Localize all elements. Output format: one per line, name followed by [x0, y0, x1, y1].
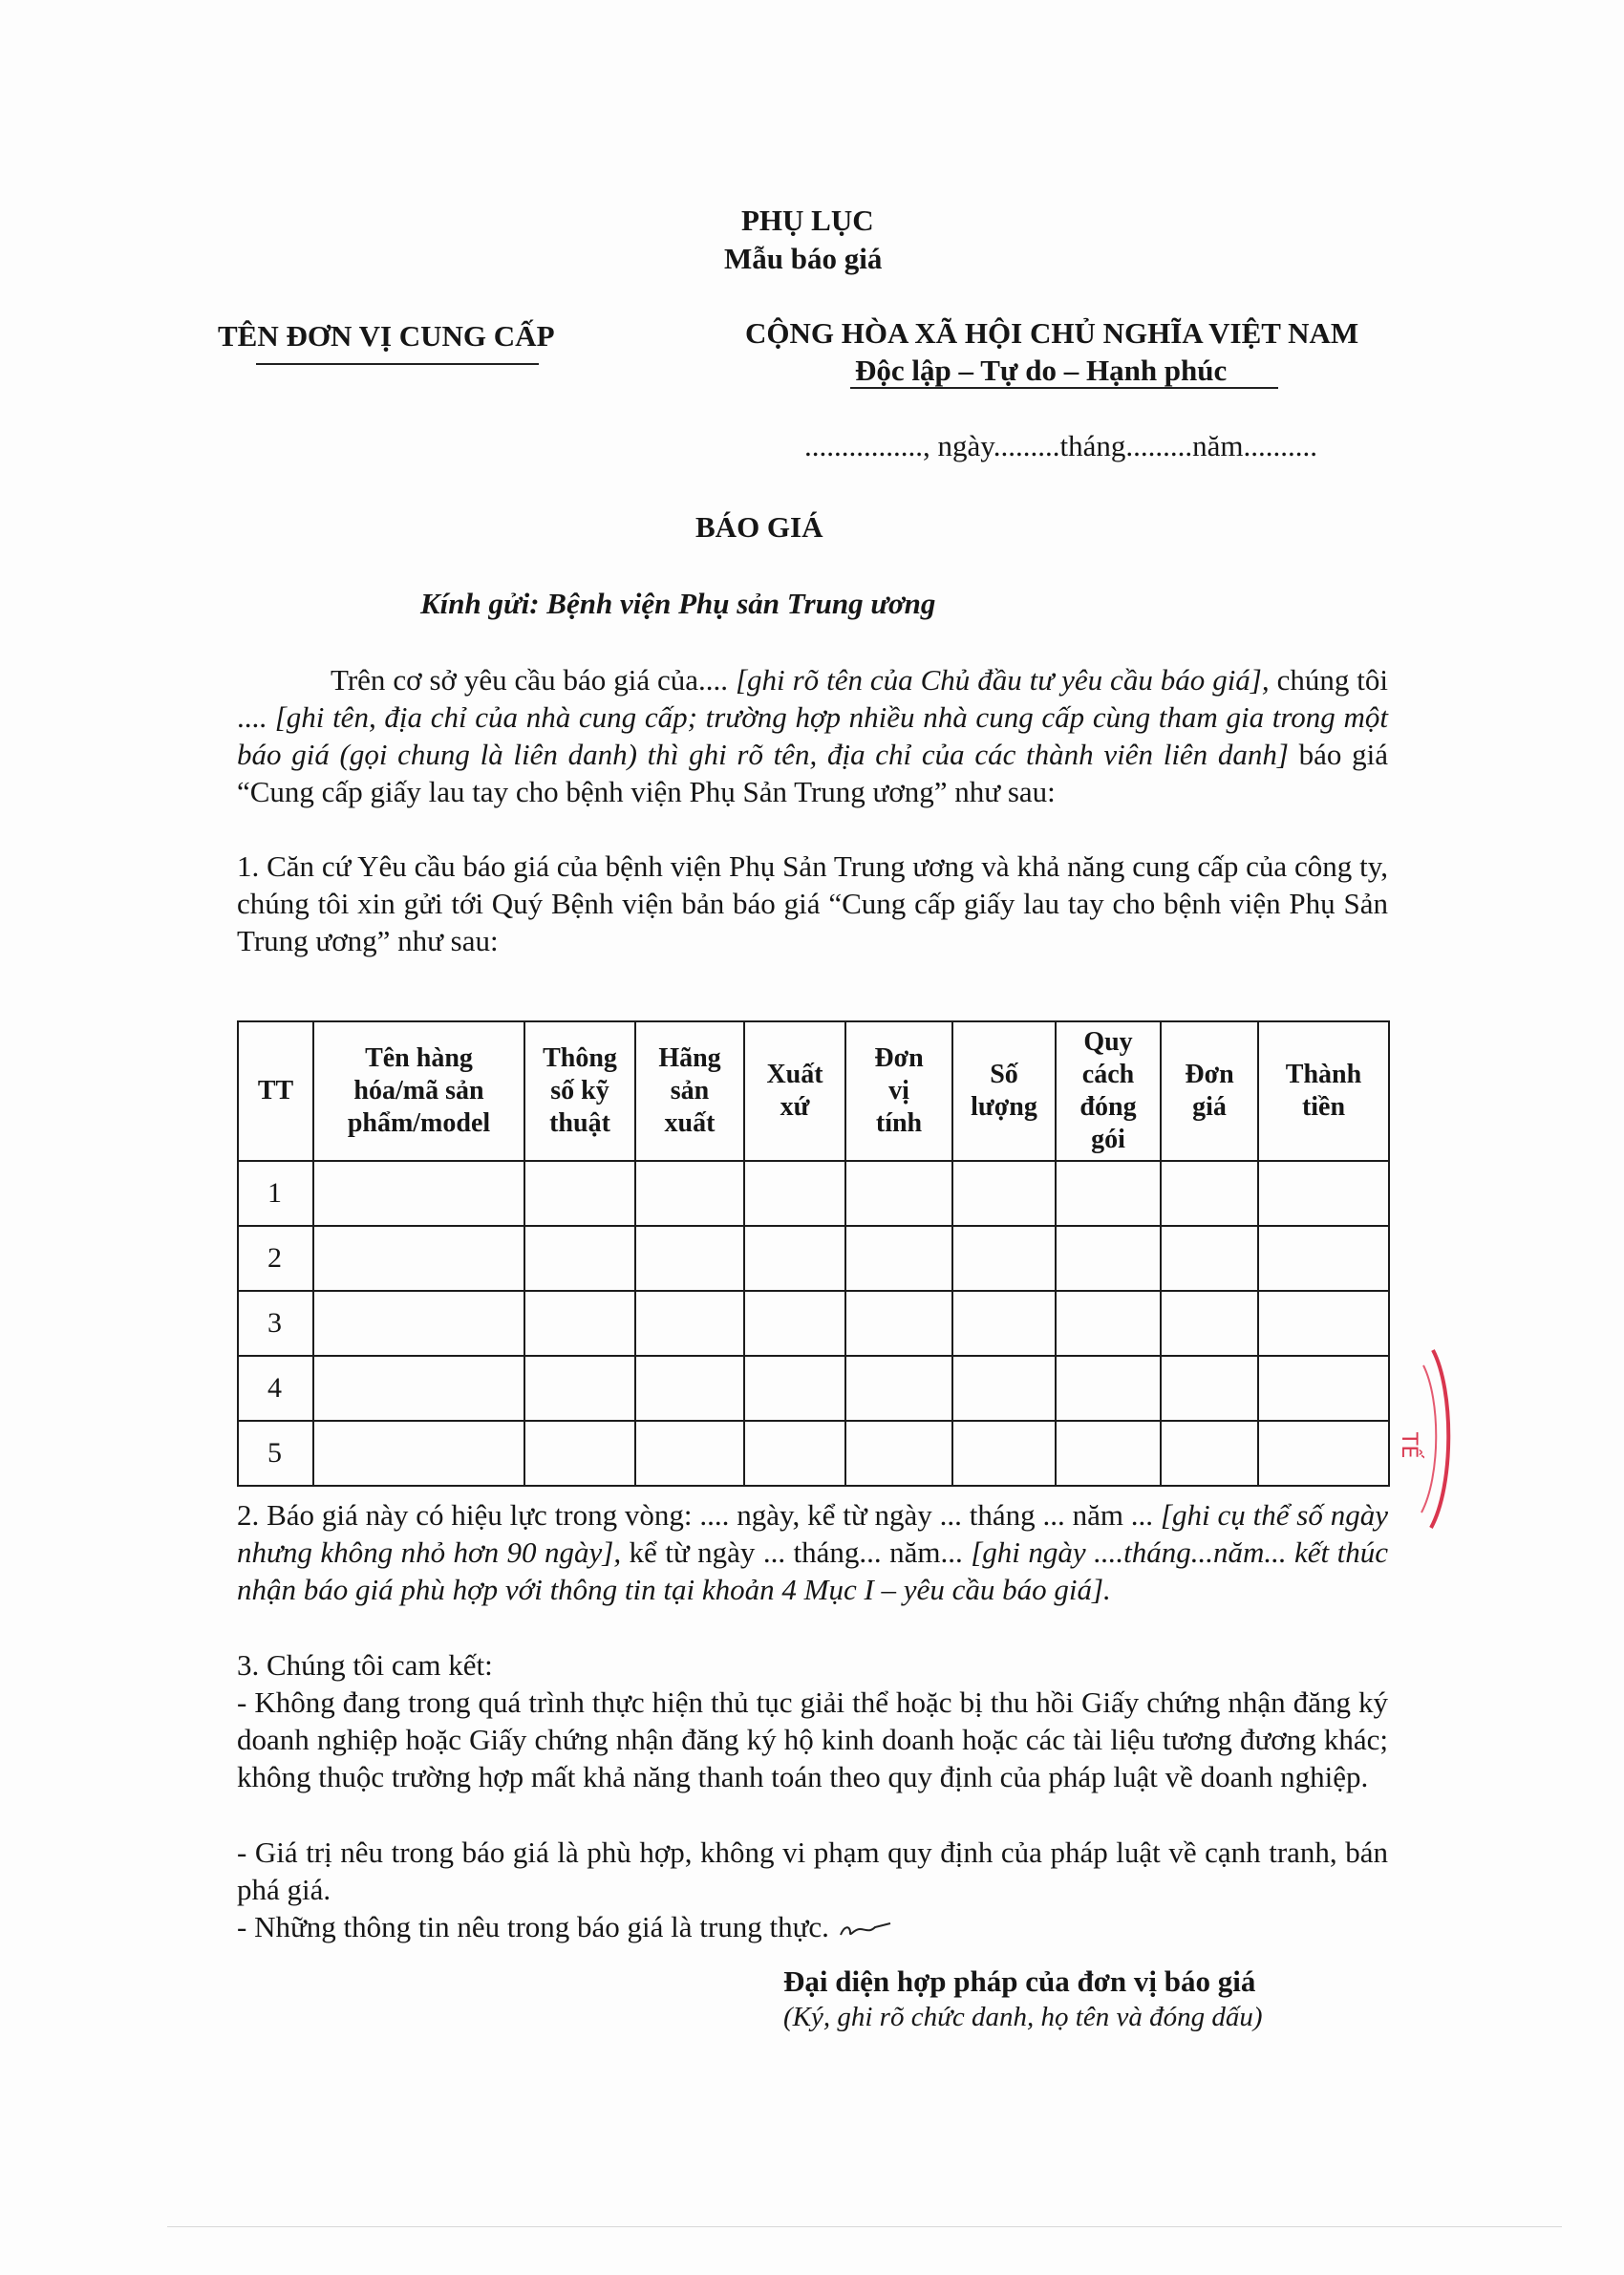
table-cell [744, 1161, 845, 1226]
table-row [238, 1161, 1389, 1226]
table-cell [1161, 1356, 1258, 1421]
table-cell [313, 1226, 524, 1291]
table-header-row [238, 1021, 1389, 1161]
table-cell [744, 1226, 845, 1291]
supplier-name-placeholder: TÊN ĐƠN VỊ CUNG CẤP [218, 319, 555, 353]
form-title: Mẫu báo giá [724, 242, 883, 275]
appendix-heading: PHỤ LỤC [741, 204, 874, 237]
row-number: 4 [238, 1356, 313, 1421]
commitment-1: - Không đang trong quá trình thực hiện thủ tục giải thể hoặc bị thu hồi Giấy chứng nhận đăng ký doanh nghiệp hoặc Giấy chứng nhận đăng ký hộ kinh doanh hoặc các tài liệu tương đương khác; không thuộc trường hợp mất khả năng thanh toán theo quy định của pháp luật về doanh nghiệp. [237, 1685, 1388, 1793]
table-row [238, 1226, 1389, 1291]
table-cell [952, 1356, 1056, 1421]
table-cell [1056, 1421, 1161, 1486]
supplier-underline [256, 363, 539, 365]
quote-table [237, 1020, 1390, 1487]
table-cell [524, 1226, 635, 1291]
item-3-title: 3. Chúng tôi cam kết: [237, 1648, 493, 1682]
table-cell [524, 1356, 635, 1421]
table-cell [313, 1161, 524, 1226]
table-cell [313, 1356, 524, 1421]
table-cell [635, 1226, 744, 1291]
table-cell [1258, 1421, 1389, 1486]
motto-underline [850, 387, 1278, 389]
header-origin: Xuất xứ [744, 1021, 845, 1161]
table-cell [952, 1161, 1056, 1226]
table-cell [952, 1226, 1056, 1291]
table-cell [635, 1161, 744, 1226]
table-cell [952, 1421, 1056, 1486]
page-bottom-edge [167, 2226, 1562, 2227]
header-specs: Thông số kỹ thuật [524, 1021, 635, 1161]
table-cell [524, 1161, 635, 1226]
table-row [238, 1356, 1389, 1421]
commitment-3: - Những thông tin nêu trong báo giá là trung thực. [237, 1908, 1388, 1945]
table-cell [1056, 1226, 1161, 1291]
table-cell [1258, 1291, 1389, 1356]
table-row [238, 1421, 1389, 1486]
recipient-line: Kính gửi: Bệnh viện Phụ sản Trung ương [420, 587, 936, 620]
table-cell [1161, 1421, 1258, 1486]
signature-note: (Ký, ghi rõ chức danh, họ tên và đóng dấu) [783, 2002, 1263, 2032]
table-cell [1258, 1356, 1389, 1421]
table-cell [313, 1291, 524, 1356]
svg-text:TẾ: TẾ [1397, 1432, 1421, 1459]
table-cell [1258, 1226, 1389, 1291]
table-cell [845, 1161, 952, 1226]
table-cell [524, 1291, 635, 1356]
header-total: Thành tiền [1258, 1021, 1389, 1161]
table-cell [1056, 1291, 1161, 1356]
signature-title: Đại diện hợp pháp của đơn vị báo giá [783, 1964, 1256, 1998]
table-cell [1056, 1161, 1161, 1226]
table-cell [845, 1356, 952, 1421]
header-unit-price: Đơn giá [1161, 1021, 1258, 1161]
table-cell [1161, 1291, 1258, 1356]
item-1-paragraph: 1. Căn cứ Yêu cầu báo giá của bệnh viện Phụ Sản Trung ương và khả năng cung cấp của công ty, chúng tôi xin gửi tới Quý Bệnh viện bản báo giá “Cung cấp giấy lau tay cho bệnh viện Phụ Sản Trung ương” như sau: [237, 849, 1388, 957]
table-cell [524, 1421, 635, 1486]
table-row [238, 1291, 1389, 1356]
table-cell [1258, 1161, 1389, 1226]
commitment-2: - Giá trị nêu trong báo giá là phù hợp, không vi phạm quy định của pháp luật về cạnh tranh, bán phá giá. [237, 1835, 1388, 1906]
table-cell [952, 1291, 1056, 1356]
table-cell [1161, 1161, 1258, 1226]
table-cell [635, 1291, 744, 1356]
intro-paragraph: Trên cơ sở yêu cầu báo giá của.... [ghi rõ tên của Chủ đầu tư yêu cầu báo giá], chúng tôi .... [ghi tên, địa chỉ của nhà cung cấp; trường hợp nhiều nhà cung cấp cùng tham gia trong một báo giá (gọi chung là liên danh) thì ghi rõ tên, địa chỉ của các thành viên liên danh] báo giá “Cung cấp giấy lau tay cho bệnh viện Phụ Sản Trung ương” như sau: [237, 663, 1388, 808]
document-title: BÁO GIÁ [695, 510, 823, 544]
header-tt: TT [238, 1021, 313, 1161]
row-number: 1 [238, 1161, 313, 1226]
table-cell [635, 1421, 744, 1486]
header-product-name: Tên hàng hóa/mã sản phẩm/model [313, 1021, 524, 1161]
row-number: 5 [238, 1421, 313, 1486]
republic-heading: CỘNG HÒA XÃ HỘI CHỦ NGHĨA VIỆT NAM [745, 316, 1359, 350]
table-cell [1056, 1356, 1161, 1421]
header-manufacturer: Hãng sản xuất [635, 1021, 744, 1161]
item-2-paragraph: 2. Báo giá này có hiệu lực trong vòng: .... ngày, kể từ ngày ... tháng ... năm ... [ghi cụ thể số ngày nhưng không nhỏ hơn 90 ngày], kể từ ngày ... tháng... năm... [ghi ngày ....tháng...năm... kết thúc nhận báo giá phù hợp với thông tin tại khoản 4 Mục I – yêu cầu báo giá]. [237, 1498, 1389, 1606]
table-cell [1161, 1226, 1258, 1291]
row-number: 3 [238, 1291, 313, 1356]
table-cell [845, 1291, 952, 1356]
table-cell [635, 1356, 744, 1421]
table-cell [845, 1226, 952, 1291]
table-cell [744, 1291, 845, 1356]
table-cell [845, 1421, 952, 1486]
header-unit: Đơn vị tính [845, 1021, 952, 1161]
header-packaging: Quy cách đóng gói [1056, 1021, 1161, 1161]
table-cell [313, 1421, 524, 1486]
table-cell [744, 1356, 845, 1421]
row-number: 2 [238, 1226, 313, 1291]
national-motto: Độc lập – Tự do – Hạnh phúc [855, 354, 1228, 387]
initial-mark-icon [837, 1918, 894, 1942]
table-cell [744, 1421, 845, 1486]
red-stamp-edge-icon [1385, 1342, 1452, 1534]
date-line: ................, ngày.........tháng.........năm.......... [804, 429, 1317, 462]
header-quantity: Số lượng [952, 1021, 1056, 1161]
